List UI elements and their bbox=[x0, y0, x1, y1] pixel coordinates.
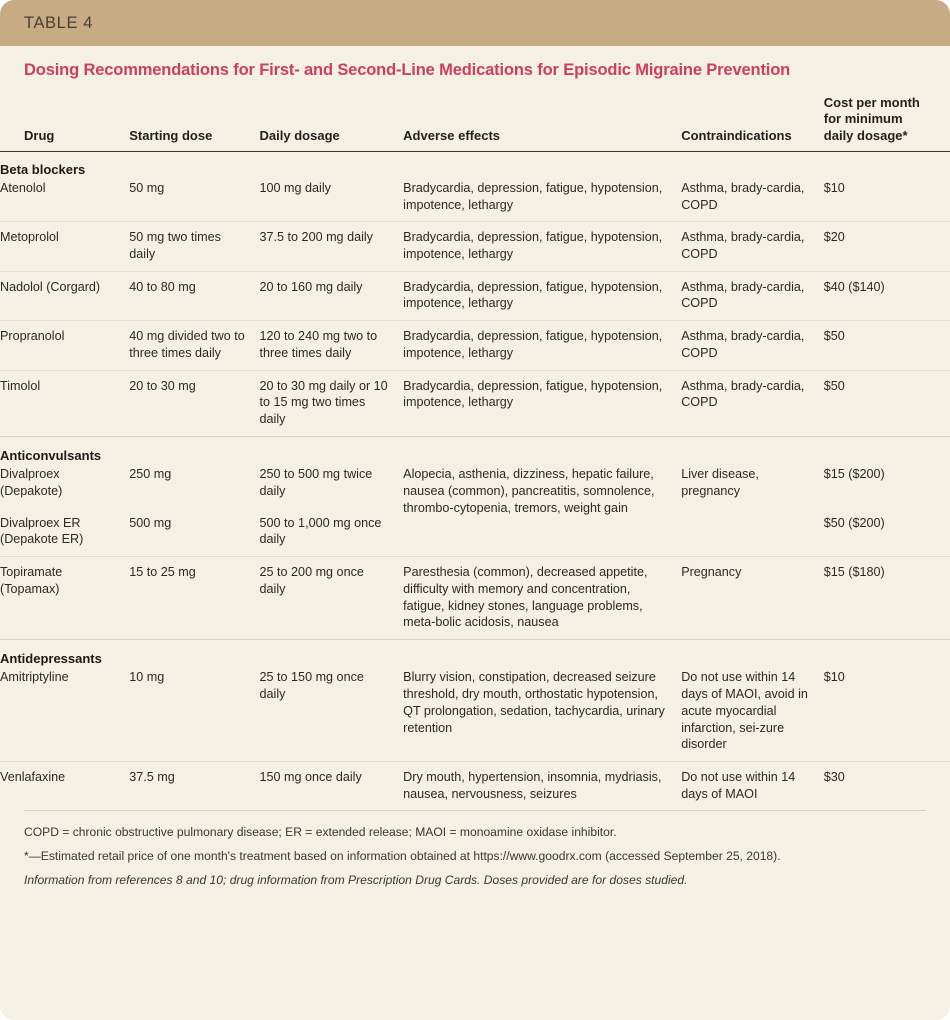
cell-contraindications: Liver disease, pregnancy bbox=[681, 467, 759, 498]
cell-drug: Venlafaxine bbox=[0, 761, 129, 810]
cell-cost: $50 ($200) bbox=[823, 515, 885, 530]
cell-cost: $40 ($140) bbox=[824, 271, 950, 320]
table-row bbox=[0, 321, 950, 370]
table-row bbox=[0, 271, 950, 320]
table-number-band bbox=[0, 0, 950, 46]
section-heading-beta-blockers: Beta blockers bbox=[0, 161, 86, 177]
cell-drug: Propranolol bbox=[0, 321, 129, 370]
column-header-drug: Drug bbox=[0, 95, 129, 151]
cell-cost: $50 bbox=[824, 370, 950, 436]
cell-cost: $10 bbox=[823, 670, 845, 685]
column-header-contraindications: Contraindications bbox=[681, 95, 824, 151]
page-title: Dosing Recommendations for First- and Second-Line Medications for Episodic Migraine Prevention bbox=[24, 61, 791, 79]
section-heading-row bbox=[0, 151, 950, 178]
cell-adverse-effects: Bradycardia, depression, fatigue, hypotension, impotence, lethargy bbox=[403, 180, 663, 212]
cell-adverse-effects: Bradycardia, depression, fatigue, hypotension, impotence, lethargy bbox=[403, 321, 681, 370]
cell-daily-dosage: 20 to 160 mg daily bbox=[260, 271, 404, 320]
cell-drug: Topiramate (Topamax) bbox=[0, 557, 129, 640]
cell-contraindications: Asthma, brady-cardia, COPD bbox=[681, 222, 824, 271]
cell-contraindications: Asthma, brady-cardia, COPD bbox=[681, 180, 805, 212]
cell-daily-dosage: 150 mg once daily bbox=[260, 761, 404, 810]
cell-starting-dose: 37.5 mg bbox=[129, 761, 259, 810]
cell-drug: Nadolol (Corgard) bbox=[0, 271, 129, 320]
cell-contraindications: Pregnancy bbox=[681, 557, 824, 640]
cell-starting-dose: 15 to 25 mg bbox=[129, 557, 259, 640]
cell-drug: Metoprolol bbox=[0, 222, 129, 271]
table-row bbox=[0, 761, 950, 810]
cell-starting-dose: 250 mg bbox=[129, 467, 172, 482]
cell-drug: Divalproex ER (Depakote ER) bbox=[0, 515, 84, 547]
cell-drug: Timolol bbox=[0, 370, 129, 436]
table-header bbox=[0, 95, 950, 151]
cell-daily-dosage: 20 to 30 mg daily or 10 to 15 mg two times daily bbox=[260, 370, 404, 436]
cell-drug: Atenolol bbox=[0, 180, 46, 195]
cell-contraindications: Asthma, brady-cardia, COPD bbox=[681, 370, 824, 436]
column-header-cost: Cost per month for minimum daily dosage* bbox=[824, 95, 950, 151]
cell-daily-dosage: 25 to 150 mg once daily bbox=[259, 670, 364, 702]
cell-starting-dose: 50 mg bbox=[129, 180, 165, 195]
cell-adverse-effects: Paresthesia (common), decreased appetite, difficulty with memory and concentration, fatigue, kidney stones, language problems, meta-bolic acidosis, nausea bbox=[403, 557, 681, 640]
cell-starting-dose: 40 to 80 mg bbox=[129, 271, 259, 320]
cell-cost: $50 bbox=[824, 321, 950, 370]
table-row bbox=[0, 464, 950, 507]
table-body bbox=[0, 151, 950, 810]
footnote-cost-note: *—Estimated retail price of one month's treatment based on information obtained at https://www.goodrx.com (accessed September 25, 2018). bbox=[24, 849, 781, 864]
dosing-recommendations-table bbox=[0, 95, 950, 811]
cell-adverse-effects: Blurry vision, constipation, decreased seizure threshold, dry mouth, orthostatic hypotension, QT prolongation, sedation, tachycardia, urinary retention bbox=[403, 670, 665, 735]
cell-cost: $20 bbox=[824, 222, 950, 271]
cell-adverse-effects: Dry mouth, hypertension, insomnia, mydriasis, nausea, nervousness, seizures bbox=[403, 761, 681, 810]
cell-daily-dosage: 500 to 1,000 mg once daily bbox=[259, 515, 382, 547]
cell-contraindications: Asthma, brady-cardia, COPD bbox=[681, 321, 824, 370]
cell-adverse-effects: Bradycardia, depression, fatigue, hypotension, impotence, lethargy bbox=[403, 271, 681, 320]
cell-daily-dosage: 250 to 500 mg twice daily bbox=[259, 467, 373, 498]
cell-starting-dose: 500 mg bbox=[129, 515, 172, 530]
cell-daily-dosage: 37.5 to 200 mg daily bbox=[260, 222, 404, 271]
cell-starting-dose: 50 mg two times daily bbox=[129, 222, 259, 271]
cell-cost: $30 bbox=[824, 761, 950, 810]
column-header-daily-dosage: Daily dosage bbox=[260, 95, 404, 151]
table-row bbox=[0, 222, 950, 271]
cell-cost: $10 bbox=[823, 180, 845, 195]
cell-drug: Amitriptyline bbox=[0, 670, 69, 685]
table-row bbox=[0, 557, 950, 640]
section-heading-anticonvulsants: Anticonvulsants bbox=[0, 436, 950, 464]
table-number-label: TABLE 4 bbox=[24, 13, 94, 32]
cell-starting-dose: 20 to 30 mg bbox=[129, 370, 259, 436]
section-heading-row bbox=[0, 436, 950, 464]
cell-contraindications: Do not use within 14 days of MAOI bbox=[681, 761, 824, 810]
table-row bbox=[0, 178, 950, 222]
cell-daily-dosage: 120 to 240 mg two to three times daily bbox=[260, 321, 404, 370]
cell-contraindications: Do not use within 14 days of MAOI, avoid in acute myocardial infarction, sei-zure disorder bbox=[681, 670, 808, 752]
table-header-row bbox=[0, 95, 950, 151]
cell-adverse-effects: Alopecia, asthenia, dizziness, hepatic failure, nausea (common), pancreatitis, somnolence, thrombo-cytopenia, tremors, weight gain bbox=[403, 467, 655, 515]
column-header-adverse-effects: Adverse effects bbox=[403, 95, 681, 151]
cell-adverse-effects: Bradycardia, depression, fatigue, hypotension, impotence, lethargy bbox=[403, 222, 681, 271]
cell-drug: Divalproex (Depakote) bbox=[0, 467, 63, 498]
footnote-abbreviations: COPD = chronic obstructive pulmonary disease; ER = extended release; MAOI = monoamine oxidase inhibitor. bbox=[24, 825, 617, 840]
column-header-starting-dose: Starting dose bbox=[129, 95, 259, 151]
cell-daily-dosage: 100 mg daily bbox=[259, 180, 331, 195]
footnote-source: Information from references 8 and 10; drug information from Prescription Drug Cards. Doses provided are for doses studied. bbox=[24, 872, 688, 887]
table-row bbox=[0, 370, 950, 436]
cell-cost: $15 ($180) bbox=[824, 557, 950, 640]
cell-starting-dose: 10 mg bbox=[129, 670, 165, 685]
footnotes bbox=[24, 810, 926, 892]
section-heading-row bbox=[0, 640, 950, 668]
cell-daily-dosage: 25 to 200 mg once daily bbox=[260, 557, 404, 640]
cell-starting-dose: 40 mg divided two to three times daily bbox=[129, 321, 259, 370]
table-row bbox=[0, 667, 950, 761]
section-heading-antidepressants: Antidepressants bbox=[0, 640, 950, 668]
cell-adverse-effects: Bradycardia, depression, fatigue, hypotension, impotence, lethargy bbox=[403, 370, 681, 436]
cell-cost: $15 ($200) bbox=[823, 467, 885, 482]
cell-contraindications: Asthma, brady-cardia, COPD bbox=[681, 271, 824, 320]
